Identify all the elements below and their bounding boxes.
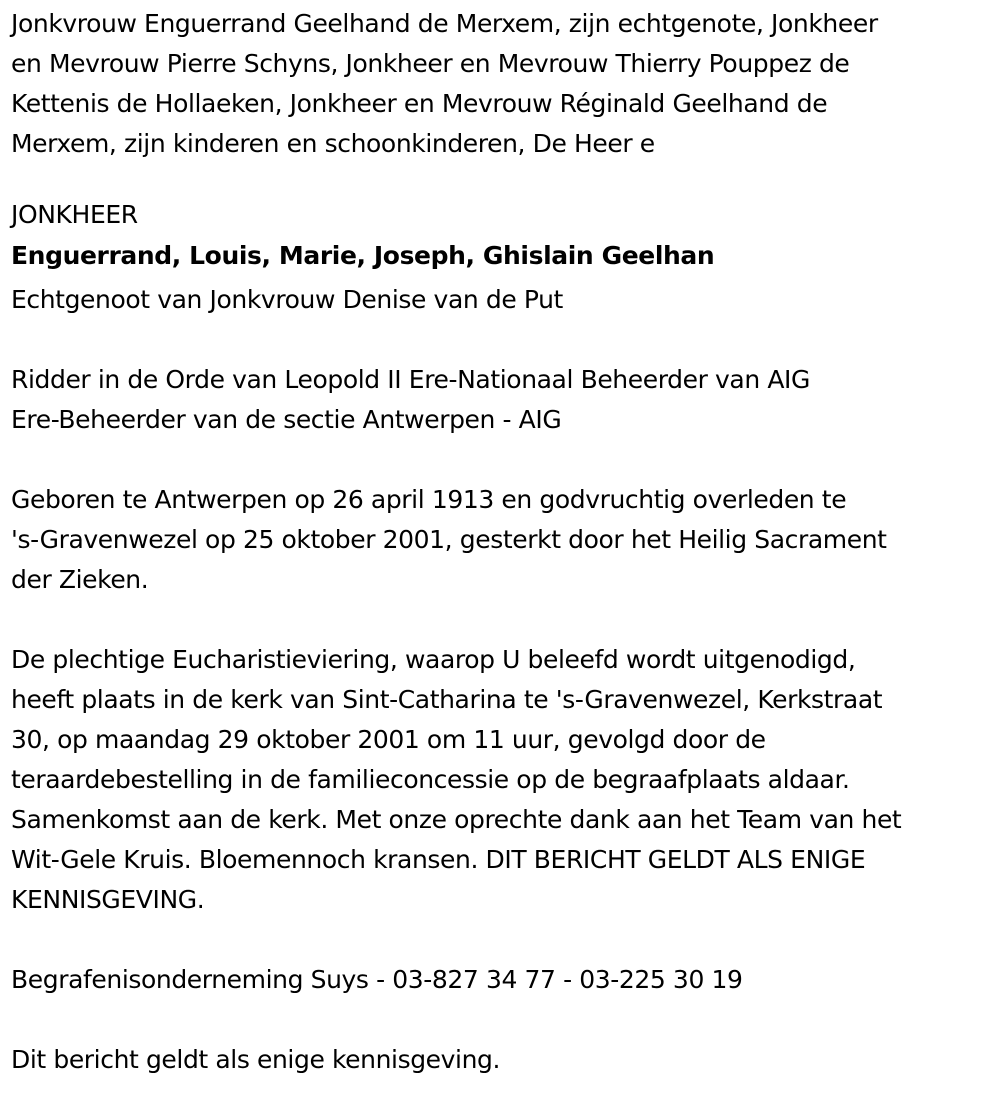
spacer bbox=[11, 164, 996, 198]
honors-line: Ere-Beheerder van de sectie Antwerpen - AIG bbox=[11, 405, 562, 434]
deceased-title: JONKHEER bbox=[11, 200, 138, 229]
ceremony-line: KENNISGEVING. bbox=[11, 885, 205, 914]
spacer bbox=[11, 920, 996, 960]
obituary-notice bbox=[11, 4, 996, 1080]
spacer bbox=[11, 440, 996, 480]
intro-line: en Mevrouw Pierre Schyns, Jonkheer en Mevrouw Thierry Pouppez de bbox=[11, 49, 850, 78]
ceremony-line: teraardebestelling in de familieconcessie op de begraafplaats aldaar. bbox=[11, 765, 850, 794]
intro-line: Kettenis de Hollaeken, Jonkheer en Mevrouw Réginald Geelhand de bbox=[11, 89, 828, 118]
honors-paragraph bbox=[11, 360, 996, 440]
ceremony-line: De plechtige Eucharistieviering, waarop U beleefd wordt uitgenodigd, bbox=[11, 645, 856, 674]
deceased-name: Enguerrand, Louis, Marie, Joseph, Ghislain Geelhan bbox=[11, 241, 715, 270]
birth-death-line: 's-Gravenwezel op 25 oktober 2001, gesterkt door het Heilig Sacrament bbox=[11, 525, 887, 554]
intro-line: Jonkvrouw Enguerrand Geelhand de Merxem, zijn echtgenote, Jonkheer bbox=[11, 9, 878, 38]
ceremony-paragraph bbox=[11, 640, 996, 920]
ceremony-line: Samenkomst aan de kerk. Met onze oprechte dank aan het Team van het bbox=[11, 805, 902, 834]
spacer bbox=[11, 600, 996, 640]
spacer bbox=[11, 320, 996, 360]
birth-death-line: der Zieken. bbox=[11, 565, 149, 594]
ceremony-line: heeft plaats in de kerk van Sint-Catharina te 's-Gravenwezel, Kerkstraat bbox=[11, 685, 883, 714]
birth-death-line: Geboren te Antwerpen op 26 april 1913 en godvruchtig overleden te bbox=[11, 485, 847, 514]
intro-paragraph bbox=[11, 4, 996, 164]
deceased-spouse: Echtgenoot van Jonkvrouw Denise van de Put bbox=[11, 285, 563, 314]
closing-statement: Dit bericht geldt als enige kennisgeving. bbox=[11, 1045, 501, 1074]
funeral-home-contact: Begrafenisonderneming Suys - 03-827 34 77 - 03-225 30 19 bbox=[11, 965, 743, 994]
ceremony-line: Wit-Gele Kruis. Bloemennoch kransen. DIT BERICHT GELDT ALS ENIGE bbox=[11, 845, 866, 874]
spacer bbox=[11, 1000, 996, 1040]
ceremony-line: 30, op maandag 29 oktober 2001 om 11 uur, gevolgd door de bbox=[11, 725, 766, 754]
honors-line: Ridder in de Orde van Leopold II Ere-Nationaal Beheerder van AIG bbox=[11, 365, 810, 394]
intro-line: Merxem, zijn kinderen en schoonkinderen, De Heer e bbox=[11, 129, 655, 158]
birth-death-paragraph bbox=[11, 480, 996, 600]
